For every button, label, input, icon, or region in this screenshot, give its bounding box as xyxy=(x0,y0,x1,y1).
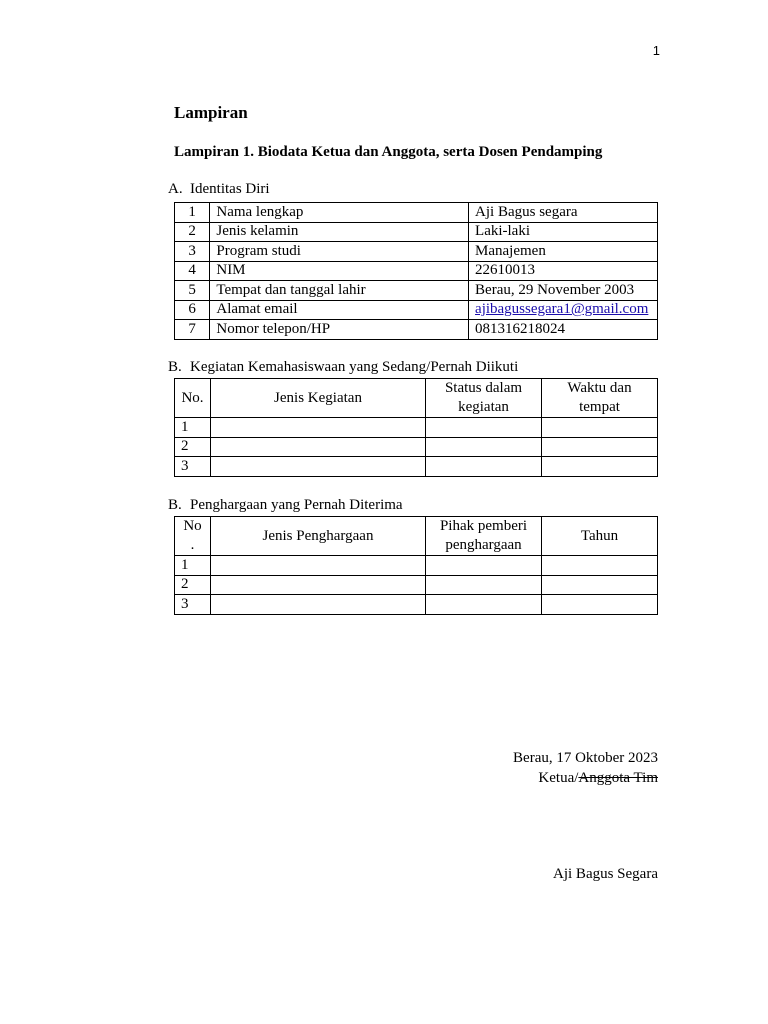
awards-table xyxy=(174,516,658,615)
row-label: Program studi xyxy=(210,242,469,262)
table-row xyxy=(175,457,658,477)
empty-cell xyxy=(211,595,426,615)
row-number: 3 xyxy=(175,595,211,615)
row-number: 1 xyxy=(175,556,211,576)
empty-cell xyxy=(211,575,426,595)
header-tahun: Tahun xyxy=(542,517,658,556)
empty-cell xyxy=(426,556,542,576)
row-number: 1 xyxy=(175,418,211,438)
header-jenis: Jenis Kegiatan xyxy=(211,379,426,418)
empty-cell xyxy=(542,437,658,457)
header-status: Status dalam kegiatan xyxy=(426,379,542,418)
section-a-letter: A. xyxy=(168,181,183,197)
row-number: 2 xyxy=(175,437,211,457)
table-row xyxy=(175,203,658,223)
row-label: NIM xyxy=(210,261,469,281)
row-label: Nomor telepon/HP xyxy=(210,320,469,340)
row-number: 2 xyxy=(175,222,210,242)
signature-role-struck: Anggota Tim xyxy=(578,770,658,786)
empty-cell xyxy=(211,457,426,477)
row-number: 2 xyxy=(175,575,211,595)
empty-cell xyxy=(426,457,542,477)
table-row xyxy=(175,222,658,242)
row-number: 5 xyxy=(175,281,210,301)
empty-cell xyxy=(211,556,426,576)
row-label: Jenis kelamin xyxy=(210,222,469,242)
empty-cell xyxy=(211,437,426,457)
page-heading: Lampiran xyxy=(174,103,248,122)
empty-cell xyxy=(426,575,542,595)
row-label: Tempat dan tanggal lahir xyxy=(210,281,469,301)
empty-cell xyxy=(211,418,426,438)
empty-cell xyxy=(542,595,658,615)
section-b-text: Kegiatan Kemahasiswaan yang Sedang/Pernah Diikuti xyxy=(190,359,519,375)
table-row xyxy=(175,437,658,457)
row-label: Alamat email xyxy=(210,300,469,320)
section-c-text: Penghargaan yang Pernah Diterima xyxy=(190,497,403,513)
row-label: Nama lengkap xyxy=(210,203,469,223)
table-row xyxy=(175,242,658,262)
empty-cell xyxy=(542,575,658,595)
section-a-title xyxy=(168,181,270,198)
page-number: 1 xyxy=(652,43,660,58)
empty-cell xyxy=(426,437,542,457)
row-number: 4 xyxy=(175,261,210,281)
section-c-title xyxy=(168,497,403,514)
row-number: 3 xyxy=(175,242,210,262)
identity-table xyxy=(174,202,658,340)
section-c-letter: B. xyxy=(168,497,182,513)
row-value: 22610013 xyxy=(469,261,658,281)
table-header-row xyxy=(175,517,658,556)
table-row xyxy=(175,281,658,301)
signature-role-text: Ketua/ xyxy=(538,770,579,786)
header-pihak: Pihak pemberi penghargaan xyxy=(426,517,542,556)
table-row xyxy=(175,418,658,438)
section-b-title xyxy=(168,359,518,376)
email-link[interactable]: ajibagussegara1@gmail.com xyxy=(475,301,649,318)
row-value: 081316218024 xyxy=(469,320,658,340)
empty-cell xyxy=(426,418,542,438)
row-number: 3 xyxy=(175,457,211,477)
appendix-title: Lampiran 1. Biodata Ketua dan Anggota, serta Dosen Pendamping xyxy=(174,144,603,160)
row-number: 7 xyxy=(175,320,210,340)
row-value: Berau, 29 November 2003 xyxy=(469,281,658,301)
row-number: 6 xyxy=(175,300,210,320)
empty-cell xyxy=(542,556,658,576)
signature-place-date: Berau, 17 Oktober 2023 xyxy=(513,750,658,766)
table-header-row xyxy=(175,379,658,418)
row-value: Aji Bagus segara xyxy=(469,203,658,223)
signature-role xyxy=(538,770,658,787)
activities-table xyxy=(174,378,658,477)
table-row xyxy=(175,300,658,320)
empty-cell xyxy=(426,595,542,615)
header-waktu: Waktu dan tempat xyxy=(542,379,658,418)
row-value: Laki-laki xyxy=(469,222,658,242)
empty-cell xyxy=(542,418,658,438)
header-no: No. xyxy=(175,379,211,418)
table-row xyxy=(175,556,658,576)
signature-name: Aji Bagus Segara xyxy=(553,866,658,882)
header-jenis: Jenis Penghargaan xyxy=(211,517,426,556)
row-value: Manajemen xyxy=(469,242,658,262)
table-row xyxy=(175,261,658,281)
section-b-letter: B. xyxy=(168,359,182,375)
header-no: No . xyxy=(175,517,211,556)
section-a-text: Identitas Diri xyxy=(190,181,270,197)
table-row xyxy=(175,575,658,595)
table-row xyxy=(175,595,658,615)
empty-cell xyxy=(542,457,658,477)
row-number: 1 xyxy=(175,203,210,223)
table-row xyxy=(175,320,658,340)
